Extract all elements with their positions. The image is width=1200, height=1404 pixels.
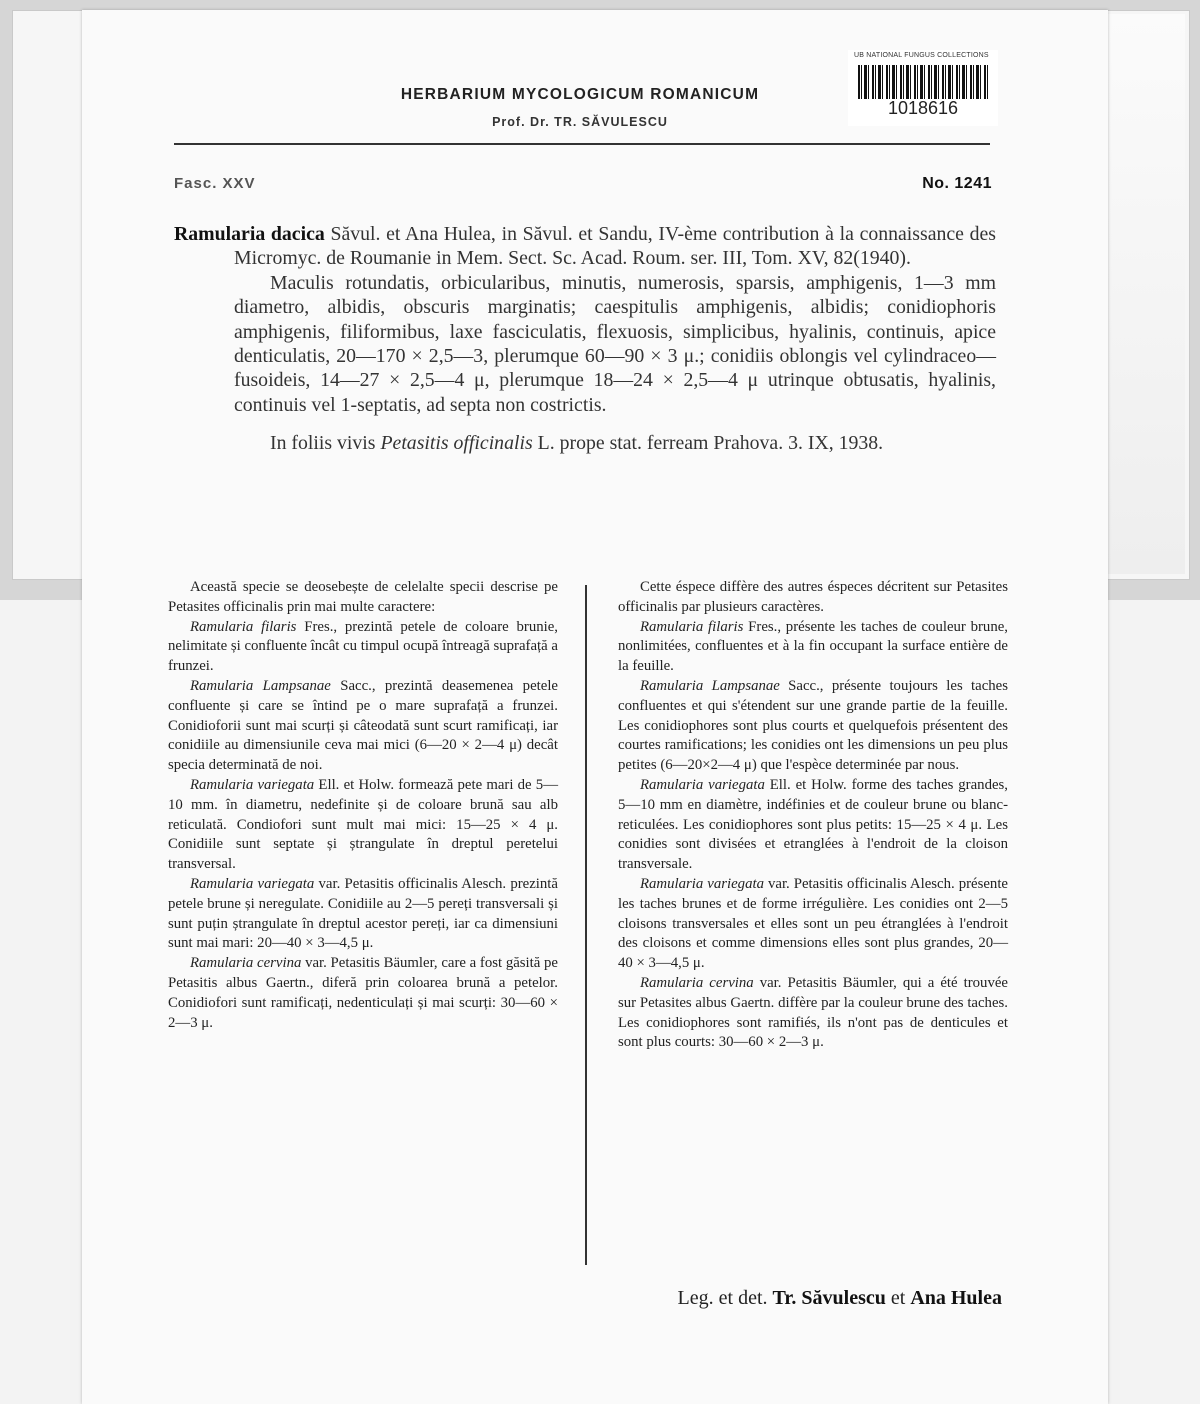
romanian-paragraph: [168, 875, 558, 954]
french-paragraph: [618, 776, 1008, 875]
signature-prefix: Leg. et det.: [677, 1287, 773, 1309]
french-paragraph: [618, 974, 1008, 1053]
paragraph-lead: Ramularia Lampsanae: [640, 677, 780, 694]
paragraph-lead: Ramularia variegata: [640, 776, 765, 793]
species-citation: [174, 222, 996, 271]
french-notes-column: [618, 578, 1008, 1053]
romanian-paragraph: [168, 954, 558, 1033]
paragraph-text: Cette éspece diffère des autres éspeces décritent sur Petasites officinalis par plusieurs caractères.: [618, 579, 1008, 615]
paragraph-lead: Ramularia variegata: [190, 776, 315, 793]
fascicle-label: Fasc. XXV: [174, 175, 256, 192]
paragraph-text: var. Petasitis Bäumler, care a fost găsită pe Petasitis albus Gaertn., diferă prin coloarea brună a petelor. Conidiofori sunt ramificați, nedenticulați și mai scurți: 30—60 × 2—3 μ.: [168, 955, 559, 1031]
header-rule: [174, 143, 990, 145]
french-paragraph: [618, 578, 1008, 618]
barcode-label: [848, 50, 998, 126]
romanian-paragraph: [168, 776, 558, 875]
collector-name-1: Tr. Săvulescu: [772, 1287, 886, 1309]
herbarium-title: HERBARIUM MYCOLOGICUM ROMANICUM: [400, 86, 760, 103]
species-name: Ramularia dacica: [174, 223, 325, 245]
paragraph-text: Fres., présente les taches de couleur brune, nonlimitées, confluentes et à la fin occupant la surface entière de la feuille.: [618, 618, 1008, 675]
paragraph-text: var. Petasitis Bäumler, qui a été trouvée sur Petasites albus Gaertn. diffère par la couleur brune des taches. Les conidiophores sont ramifiés, ils n'ont pas de denticules et sont plus courts: 30—60 × 2—3 μ.: [618, 974, 1008, 1051]
paragraph-text: Ell. et Holw. forme des taches grandes, 5—10 mm en diamètre, indéfinies et de couleur brune ou blanc-reticulées. Les conidiophores sont plus petits: 15—25 × 4 μ. Les conidies sont divisées et etranglées à l'endroit de la cloison transversale.: [618, 776, 1008, 873]
paragraph-lead: Ramularia Lampsanae: [190, 677, 331, 694]
romanian-notes-column: [168, 578, 558, 1033]
paragraph-text: Ell. et Holw. formează pete mari de 5—10 mm. în diametru, nedefinite și de coloare brună sau alb reticulată. Condiofori sunt mult mai mici: 15—25 × 4 μ. Conidiile sunt septate și ștrangulate în dreptul peretelui transversal.: [168, 776, 558, 873]
paragraph-text: Fres., prezintă petele de coloare brunie, nelimitate și confluente încât cu timpul ocupă întreagă suprafață a frunzei.: [168, 618, 559, 675]
paragraph-text: var. Petasitis officinalis Alesch. prezintă petele brune și neregulate. Conidiile au 2—5 pereți transversali și sunt puțin ștrangulate în dreptul acestor pereți, iar ca dimensiuni sunt mai mari: 20—40 × 3—4,5 μ.: [168, 875, 558, 952]
paragraph-lead: Ramularia variegata: [190, 875, 315, 892]
romanian-paragraph: [168, 677, 558, 776]
barcode-caption: UB NATIONAL FUNGUS COLLECTIONS: [854, 52, 989, 59]
habitat-prefix: In foliis vivis: [270, 432, 381, 455]
romanian-paragraph: [168, 578, 558, 618]
french-paragraph: [618, 875, 1008, 974]
paragraph-text: var. Petasitis officinalis Alesch. présente les taches brunes et de forme irrégulière. Les conidies ont 2—5 cloisons transversales et elles sont un peu étranglées à l'endroit des cloisons et comme dimensions elles sont plus grandes, 20—40 × 3—4,5 μ.: [618, 875, 1008, 972]
citation-reference: Săvul. et Ana Hulea, in Săvul. et Sandu, IV-ème contribution à la connaissance des Micromyc. de Roumanie in Mem. Sect. Sc. Acad. Roum. ser. III, Tom. XV, 82(1940).: [234, 223, 996, 270]
collector-signature: [500, 1287, 1002, 1310]
paragraph-text: Această specie se deosebește de celelalte specii descrise pe Petasites officinalis prin mai multe caractere:: [168, 579, 558, 615]
host-name: Petasitis officinalis: [380, 432, 533, 455]
habitat-note: [174, 431, 996, 455]
column-divider: [585, 585, 587, 1265]
barcode-number: 1018616: [887, 98, 959, 118]
species-description-block: [174, 222, 996, 456]
habitat-suffix: L. prope stat. ferream Prahova. 3. IX, 1938.: [532, 432, 884, 455]
paragraph-text: Sacc., présente toujours les taches confluentes et qui s'étendent sur une grande partie de la feuille. Les conidiophores sont plus courts et quelquefois présentent des courtes ramifications; les conidies ont les dimensions un peu plus petites (6—20×2—4 μ) que l'espèce determinée par nous.: [618, 677, 1008, 774]
romanian-paragraph: [168, 618, 558, 677]
french-paragraph: [618, 677, 1008, 776]
paragraph-lead: Ramularia cervina: [640, 974, 754, 991]
french-paragraph: [618, 618, 1008, 677]
paragraph-lead: Ramularia filaris: [190, 618, 297, 635]
paragraph-lead: Ramularia cervina: [190, 955, 302, 972]
paragraph-text: Sacc., prezintă deasemenea petele confluente și care se întind pe o mare suprafață a frunzei. Conidioforii sunt mai scurți și câteodată sunt scurt ramificați, iar conidiile au dimensiunile ceva mai mici (6—20 × 2—4 μ) decât specia determinată de noi.: [168, 677, 558, 774]
specimen-number: No. 1241: [922, 175, 992, 192]
collector-name-2: Ana Hulea: [910, 1287, 1002, 1309]
signature-conjunction: et: [885, 1287, 911, 1309]
herbarium-subtitle: Prof. Dr. TR. SĂVULESCU: [492, 115, 668, 129]
paragraph-lead: Ramularia filaris: [640, 618, 744, 635]
barcode-icon: [858, 65, 988, 99]
paragraph-lead: Ramularia variegata: [640, 875, 764, 892]
latin-diagnosis: Maculis rotundatis, orbicularibus, minutis, numerosis, sparsis, amphigenis, 1—3 mm diametro, albidis, obscuris marginatis; caespitulis amphigenis, albidis; conidiophoris amphigenis, filiformibus, laxe fasciculatis, flexuosis, simplicibus, hyalinis, continuis, apice denticulatis, 20—170 × 2,5—3, plerumque 60—90 × 3 μ.; conidiis oblongis vel cylindraceo—fusoideis, 14—27 × 2,5—4 μ, plerumque 18—24 × 2,5—4 μ utrinque obtusatis, hyalinis, continuis vel 1-septatis, ad septa non costrictis.: [234, 271, 996, 416]
